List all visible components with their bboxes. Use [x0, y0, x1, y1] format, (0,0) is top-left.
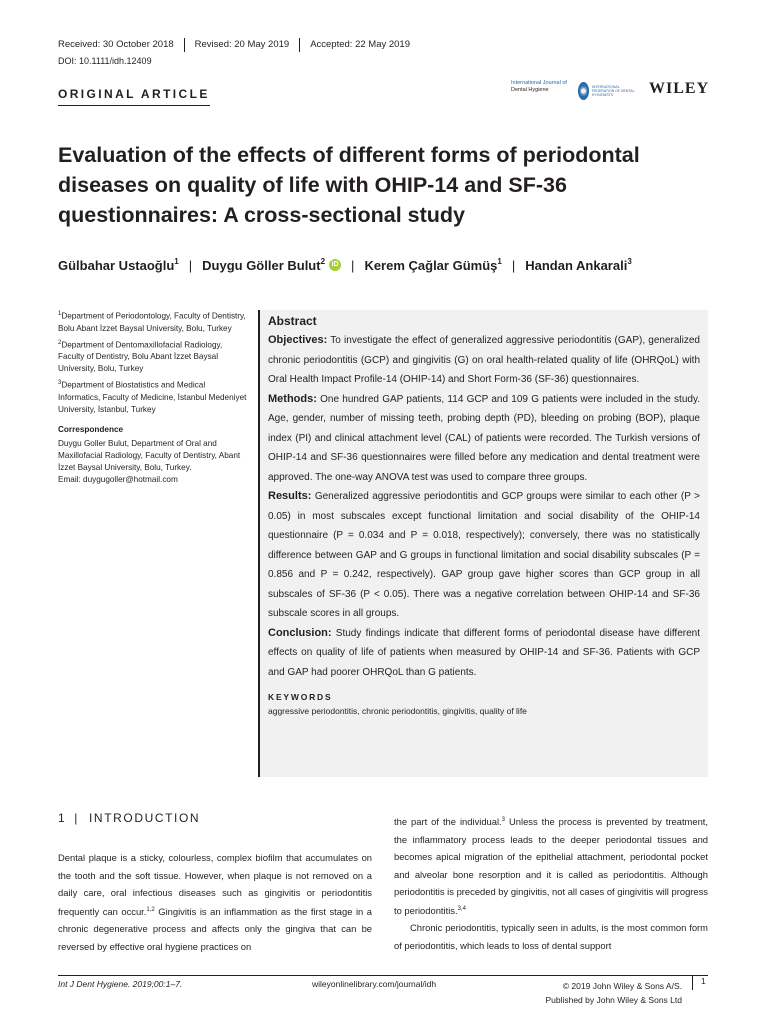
affiliations — [58, 308, 248, 488]
footer-url[interactable]: wileyonlinelibrary.com/journal/idh — [312, 979, 437, 989]
affiliation-item: $^2$Department of Dentomaxillofacial Radiology, Faculty of Dentistry, Bolu Abant İzzet Baysal University, Bolu, Turkey — [58, 339, 223, 374]
received-date: Received: 30 October 2018 — [58, 38, 185, 52]
footer-copyright: © 2019 John Wiley & Sons A/S. Published by John Wiley & Sons Ltd — [545, 981, 682, 1005]
abstract-objectives: Objectives: To investigate the effect of generalized aggressive periodontitis (GAP), generalized chronic periodontitis (GCP) and gingivitis (G) on oral health-related quality of life (OHRQoL) with Oral Health Impact Profile-14 (OHIP-14) and Short Form-36 (SF-36) questionnaires. — [268, 334, 700, 385]
author[interactable]: Handan Ankarali$^3$ — [525, 257, 632, 273]
ifdh-logo — [578, 80, 638, 102]
author-separator: | — [351, 257, 355, 273]
keywords-list: aggressive periodontitis, chronic periodontitis, gingivitis, quality of life — [268, 706, 527, 716]
keywords-heading: KEYWORDS — [268, 692, 333, 702]
body-paragraph: Chronic periodontitis, typically seen in adults, is the most common form of periodontitis, which leads to loss of dental support — [394, 922, 708, 951]
abstract-heading: Abstract — [268, 314, 317, 328]
section-divider: | — [74, 811, 79, 825]
citation-ref[interactable]: 3,4 — [457, 905, 466, 912]
section-title: INTRODUCTION — [89, 811, 201, 825]
affiliation-item: $^1$Department of Periodontology, Faculty of Dentistry, Bolu Abant İzzet Baysal University, Bolu, Turkey — [58, 311, 246, 333]
author-separator: | — [188, 257, 193, 273]
globe-icon — [578, 82, 589, 100]
body-column-left — [58, 849, 372, 955]
ifdh-logo-text: INTERNATIONAL FEDERATION OF DENTAL HYGIENISTS — [591, 85, 635, 97]
author[interactable]: Kerem Çağlar Gümüş$^1$ — [364, 257, 502, 273]
author-separator: | — [511, 257, 516, 273]
accepted-date: Accepted: 22 May 2019 — [310, 39, 411, 50]
section-heading — [58, 811, 200, 825]
orcid-icon[interactable]: iD — [329, 259, 341, 271]
abstract-box — [258, 310, 708, 777]
article-title: Evaluation of the effects of different forms of periodontal diseases on quality of life with OHIP-14 and SF-36 questionnaires: A cross-sectional study — [58, 143, 640, 227]
abstract-results: Results: Generalized aggressive periodontitis and GCP groups were similar to each other (P > 0.05) in most subscales except functional limitation and social disability of the OHIP-14 questionnaire (P = 0.034 and P = 0.018, respectively); conversely, there was no statistically difference between GAP and G groups in functional limitation and social disability subscales (P = 0.856 and P = 0.242, respectively). GAP group gave higher scores than GCP group in all subscales of SF-36 (P < 0.05). There was a negative correlation between OHIP-14 and SF-36 subscale scores in all groups. — [268, 490, 700, 619]
section-number: 1 — [58, 811, 67, 825]
revised-date: Revised: 20 May 2019 — [185, 38, 301, 52]
footer-divider — [58, 975, 708, 976]
article-type: ORIGINAL ARTICLE — [58, 87, 210, 106]
journal-logo — [511, 80, 571, 94]
body-paragraph: Dental plaque is a sticky, colourless, complex biofilm that accumulates on the tooth and the soft tissue. However, when plaque is not removed on a daily care, oral infectious diseases such as gingivitis or periodontitis frequently can occur.$^{1,2}$ Gingivitis is an inflammation as the first stage in a chronic degenerative process and affects only the gingiva that can be reversed by effective oral hygiene practices on — [58, 852, 372, 952]
author[interactable]: Duygu Göller Bulut$^2$ — [202, 257, 326, 273]
correspondence-email[interactable]: Email: duygugoller@hotmail.com — [58, 475, 178, 485]
body-column-right — [394, 812, 708, 954]
author[interactable]: Gülbahar Ustaoğlu$^1$ — [58, 257, 179, 273]
doi-link[interactable]: DOI: 10.1111/idh.12409 — [58, 56, 152, 66]
abstract-methods: Methods: One hundred GAP patients, 114 GCP and 109 G patients were included in the study. Age, gender, number of missing teeth, probing depth (PD), bleeding on probing (BOP), plaque index (PI) and clinical attachment level (CAL) of patients were recorded. The Turkish versions of OHIP-14 and SF-36 questionnaires were filled before any medication and dental treatment were approved. The one-way ANOVA test was used to compare three groups. — [268, 392, 700, 483]
abstract-conclusion: Conclusion: Study findings indicate that different forms of periodontal disease have different effects on quality of life of patients when measured by OHIP-14 and SF-36. Patients with GCP and GAP had poorer OHRQoL than G patients. — [268, 626, 700, 678]
footer-citation: Int J Dent Hygiene. 2019;00:1–7. — [58, 979, 183, 989]
correspondence-heading: Correspondence — [58, 425, 124, 435]
author-list — [58, 257, 632, 273]
body-paragraph: the part of the individual.$^3$ Unless the process is prevented by treatment, the inflammatory process leads to the deeper periodontal tissues and becomes apical migration of the epithelial attachment, periodontal pocket and alveolar bone resorption and it is called as periodontitis. Although periodontitis is preceded by gingivitis, not all cases of gingivitis will progress to periodontitis.$^{3,4}$ — [394, 816, 708, 916]
article-dates — [58, 37, 420, 53]
correspondence-text: Duygu Goller Bulut, Department of Oral and Maxillofacial Radiology, Faculty of Dentistry, Abant İzzet Baysal University, Bolu, Turkey. — [58, 439, 241, 473]
journal-logo-line1: International Journal of — [511, 80, 567, 86]
affiliation-item: $^3$Department of Biostatistics and Medical Informatics, Faculty of Medicine, İstanbul Medeniyet University, İstanbul, Turkey — [58, 380, 247, 415]
citation-ref[interactable]: 3 — [501, 817, 506, 823]
journal-logo-line2: Dental Hygiene — [511, 87, 549, 93]
citation-ref[interactable]: 1,2 — [146, 906, 155, 913]
page-number: 1 — [692, 976, 706, 990]
publisher-logo: WILEY — [649, 80, 710, 97]
